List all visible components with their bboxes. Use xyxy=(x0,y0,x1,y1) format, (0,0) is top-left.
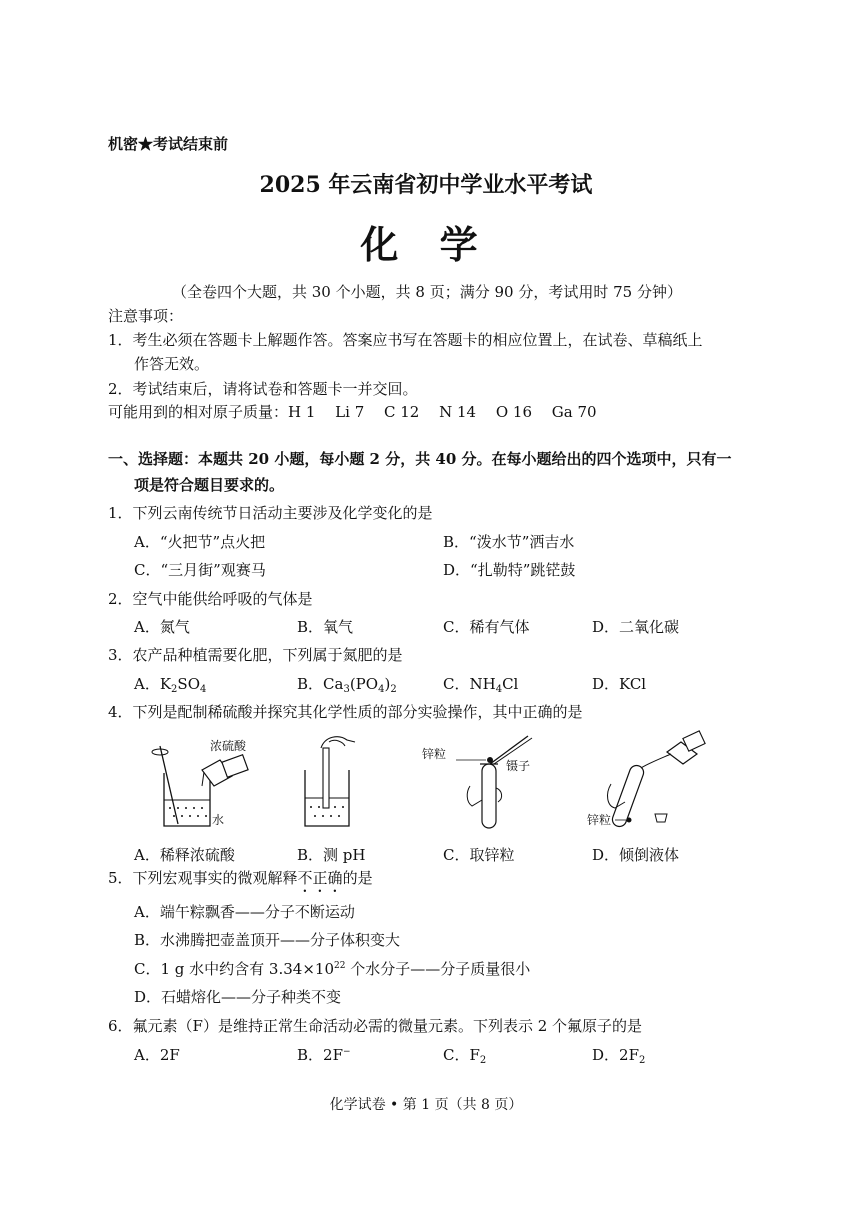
question-4-option-a: A．稀释浓硫酸 xyxy=(134,846,235,864)
figure-a-label-water: 水 xyxy=(212,813,225,827)
question-2-option-a: A．氮气 xyxy=(134,618,190,636)
figure-c-zinc xyxy=(420,728,550,833)
question-1-option-d: D．“扎勒特”跳铓鼓 xyxy=(443,561,576,579)
question-4-option-b: B．测 pH xyxy=(297,846,366,864)
question-6-option-c: C．$F_2$ xyxy=(443,1046,487,1066)
figure-d-pouring xyxy=(585,724,715,834)
figure-a-label-acid: 浓硫酸 xyxy=(210,739,247,753)
question-6-option-a: A．2F xyxy=(134,1046,180,1064)
notice-item-1: 1．考生必须在答题卡上解题作答。答案应书写在答题卡的相应位置上，在试卷、草稿纸上 xyxy=(108,331,703,349)
figure-c-label-zinc: 锌粒 xyxy=(422,747,447,761)
question-5-option-d: D．石蜡熔化——分子种类不变 xyxy=(134,988,342,1006)
question-4-option-c: C．取锌粒 xyxy=(443,846,515,864)
exam-title: 2025 年云南省初中学业水平考试 xyxy=(259,172,593,198)
question-5-option-c: C．1 g 水中约含有 $3.34\times 10^{22}$ 个水分子——分子质量很小 xyxy=(134,960,531,978)
confidential-label: 机密★考试结束前 xyxy=(108,135,229,153)
question-1-option-b: B．“泼水节”洒吉水 xyxy=(443,533,575,551)
question-5-option-b: B．水沸腾把壶盖顶开——分子体积变大 xyxy=(134,931,401,949)
question-1-stem: 1．下列云南传统节日活动主要涉及化学变化的是 xyxy=(108,504,433,522)
question-1-option-a: A．“火把节”点火把 xyxy=(134,533,266,551)
emphasis-not-correct: 不正确 xyxy=(297,869,343,887)
figure-c-label-tweezers: 镊子 xyxy=(506,759,531,773)
question-3-option-b: B．$Ca_3(PO_4)_2$ xyxy=(297,675,397,695)
question-5-option-a: A．端午粽飘香——分子不断运动 xyxy=(134,903,355,921)
question-4-stem: 4．下列是配制稀硫酸并探究其化学性质的部分实验操作，其中正确的是 xyxy=(108,703,583,721)
figure-d-label-zinc: 锌粒 xyxy=(587,813,612,827)
question-6-stem: 6．氟元素（F）是维持正常生命活动必需的微量元素。下列表示 2 个氟原子的是 xyxy=(108,1017,643,1035)
subject-title: 化 学 xyxy=(360,222,492,267)
question-3-option-c: C．$NH_4Cl$ xyxy=(443,675,519,695)
figure-a-dilution xyxy=(140,728,270,833)
notice-item-2: 2．考试结束后，请将试卷和答题卡一并交回。 xyxy=(108,380,418,398)
notice-title: 注意事项： xyxy=(108,307,184,325)
question-2-option-b: B．氧气 xyxy=(297,618,354,636)
question-3-option-a: A．$K_2SO_4$ xyxy=(134,675,207,695)
question-3-option-d: D．KCl xyxy=(592,675,647,693)
question-1-option-c: C．“三月街”观赛马 xyxy=(134,561,266,579)
question-6-option-b: B．2F− xyxy=(297,1046,351,1064)
question-4-option-d: D．倾倒液体 xyxy=(592,846,680,864)
figure-b-ph-test xyxy=(295,728,375,833)
atomic-mass-line: 可能用到的相对原子质量：H 1 Li 7 C 12 N 14 O 16 Ga 70 xyxy=(108,403,597,421)
question-2-option-c: C．稀有气体 xyxy=(443,618,530,636)
question-2-option-d: D．二氧化碳 xyxy=(592,618,680,636)
section-1-heading: 一、选择题：本题共 20 小题，每小题 2 分，共 40 分。在每小题给出的四个选项中，只有一 xyxy=(108,450,732,468)
notice-item-1-cont: 作答无效。 xyxy=(134,355,210,373)
question-5-stem: 5．下列宏观事实的微观解释不正确的是 xyxy=(108,869,373,887)
page-footer: 化学试卷 • 第 1 页（共 8 页） xyxy=(329,1097,523,1113)
question-3-stem: 3．农产品种植需要化肥，下列属于氮肥的是 xyxy=(108,646,403,664)
question-6-option-d: D．$2F_2$ xyxy=(592,1046,646,1066)
question-2-stem: 2．空气中能供给呼吸的气体是 xyxy=(108,590,313,608)
exam-info: （全卷四个大题，共 30 个小题，共 8 页；满分 90 分，考试用时 75 分钟） xyxy=(172,283,682,301)
section-1-heading-cont: 项是符合题目要求的。 xyxy=(134,476,285,494)
